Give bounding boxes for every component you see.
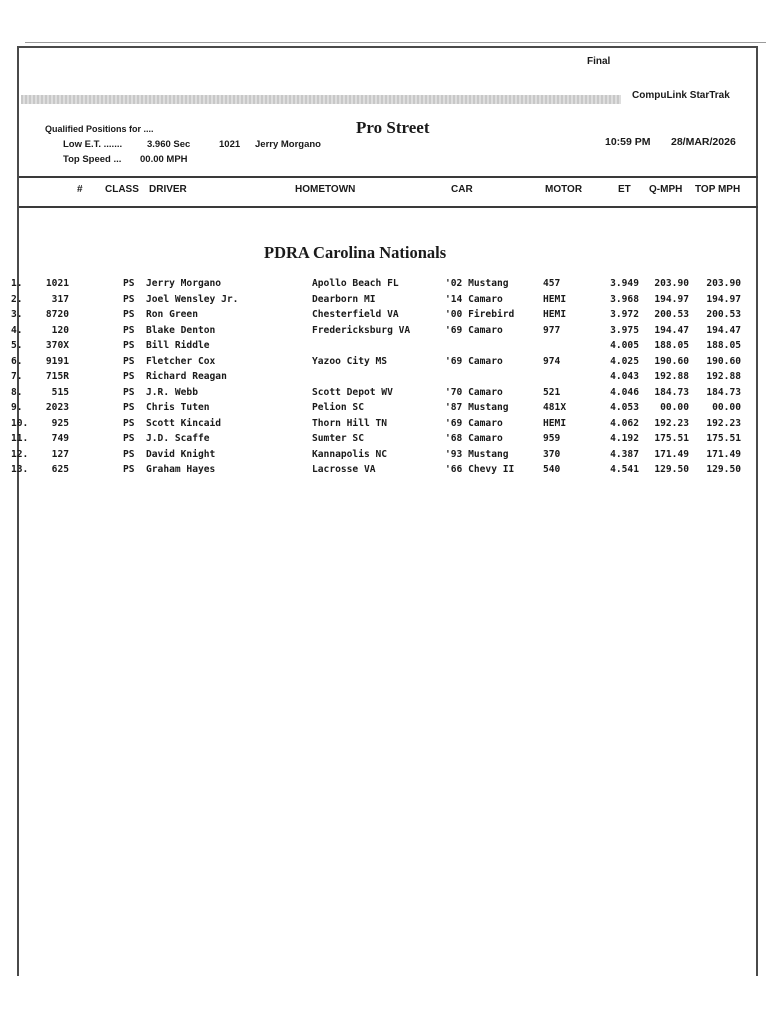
table-row: [11, 355, 760, 372]
cell-hometown: Pelion SC: [312, 402, 364, 413]
cell-num: 127: [51, 448, 69, 460]
col-topmph: TOP MPH: [695, 184, 741, 195]
cell-et: 4.046: [610, 386, 639, 398]
cell-driver: Scott Kincaid: [146, 417, 222, 429]
cell-et: 3.949: [610, 278, 639, 289]
cell-qmph: 171.49: [654, 448, 689, 460]
cell-driver: Bill Riddle: [146, 340, 210, 351]
cell-num: 515: [51, 386, 69, 398]
cell-car: '69 Camaro: [445, 324, 503, 336]
cell-pos: 9.: [11, 402, 23, 413]
cell-car: '14 Camaro: [445, 293, 503, 305]
print-date: 28/MAR/2026: [671, 136, 736, 148]
cell-class: PS: [123, 464, 135, 475]
results-sheet: [11, 46, 758, 976]
low-et-car: 1021: [219, 139, 241, 150]
table-row: [11, 433, 760, 449]
cell-motor: 977: [543, 324, 561, 336]
cell-num: 1021: [45, 278, 69, 289]
cell-driver: Blake Denton: [146, 324, 216, 336]
cell-hometown: Lacrosse VA: [312, 464, 376, 475]
cell-qmph: 00.00: [660, 402, 689, 413]
low-et-label: Low E.T. .......: [63, 139, 123, 150]
cell-driver: J.R. Webb: [146, 386, 198, 398]
cell-et: 3.972: [610, 309, 639, 320]
cell-hometown: Apollo Beach FL: [312, 278, 399, 289]
cell-car: '70 Camaro: [445, 386, 503, 398]
cell-car: '02 Mustang: [445, 278, 509, 289]
table-row: [11, 324, 760, 341]
cell-class: PS: [123, 448, 135, 460]
cell-et: 4.005: [610, 340, 639, 351]
cell-pos: 7.: [11, 371, 23, 382]
top-speed-value: 00.00 MPH: [140, 154, 188, 165]
cell-driver: Richard Reagan: [146, 371, 227, 382]
cell-topmph: 200.53: [706, 309, 741, 320]
cell-topmph: 192.88: [706, 371, 741, 382]
cell-motor: 370: [543, 448, 561, 460]
cell-car: '68 Camaro: [445, 433, 503, 444]
cell-class: PS: [123, 433, 135, 444]
cell-motor: 457: [543, 278, 561, 289]
cell-hometown: Thorn Hill TN: [312, 417, 388, 429]
cell-num: 715R: [45, 371, 69, 382]
cell-num: 749: [51, 433, 69, 444]
cell-num: 2023: [45, 402, 69, 413]
cell-class: PS: [123, 324, 135, 336]
cell-et: 4.387: [610, 448, 639, 460]
cell-motor: HEMI: [543, 309, 567, 320]
cell-hometown: Dearborn MI: [312, 293, 376, 305]
cell-pos: 2.: [11, 293, 23, 305]
cell-driver: J.D. Scaffe: [146, 433, 210, 444]
cell-motor: 481X: [543, 402, 567, 413]
cell-class: PS: [123, 371, 135, 382]
cell-topmph: 171.49: [706, 448, 741, 460]
cell-qmph: 188.05: [654, 340, 689, 351]
cell-num: 8720: [45, 309, 69, 320]
cell-qmph: 184.73: [654, 386, 689, 398]
cell-hometown: Kannapolis NC: [312, 448, 388, 460]
cell-topmph: 175.51: [706, 433, 741, 444]
cell-et: 3.975: [610, 324, 639, 336]
cell-pos: 1.: [11, 278, 23, 289]
table-row: [11, 293, 760, 310]
cell-pos: 8.: [11, 386, 23, 398]
cell-num: 625: [51, 464, 69, 475]
cell-pos: 12.: [11, 448, 29, 460]
cell-class: PS: [123, 417, 135, 429]
cell-qmph: 194.47: [654, 324, 689, 336]
table-row: [11, 417, 760, 434]
cell-et: 4.025: [610, 355, 639, 367]
cell-num: 370X: [45, 340, 69, 351]
cell-qmph: 192.23: [654, 417, 689, 429]
print-time: 10:59 PM: [605, 136, 651, 148]
col-hometown: HOMETOWN: [295, 184, 356, 195]
cell-qmph: 192.88: [654, 371, 689, 382]
cell-pos: 11.: [11, 433, 29, 444]
col-motor: MOTOR: [545, 184, 583, 195]
table-row: [11, 386, 760, 403]
cell-motor: 959: [543, 433, 561, 444]
cell-hometown: Chesterfield VA: [312, 309, 399, 320]
cell-class: PS: [123, 386, 135, 398]
cell-driver: Jerry Morgano: [146, 278, 222, 289]
cell-pos: 4.: [11, 324, 23, 336]
cell-et: 4.062: [610, 417, 639, 429]
cell-num: 925: [51, 417, 69, 429]
cell-hometown: Yazoo City MS: [312, 355, 388, 367]
status-label: Final: [587, 56, 611, 67]
col-et: ET: [618, 184, 631, 195]
cell-pos: 5.: [11, 340, 23, 351]
cell-topmph: 194.47: [706, 324, 741, 336]
cell-topmph: 184.73: [706, 386, 741, 398]
col-driver: DRIVER: [149, 184, 187, 195]
cell-topmph: 129.50: [706, 464, 741, 475]
cell-driver: Chris Tuten: [146, 402, 210, 413]
cell-motor: 540: [543, 464, 561, 475]
cell-qmph: 203.90: [654, 278, 689, 289]
cell-class: PS: [123, 278, 135, 289]
cell-pos: 10.: [11, 417, 29, 429]
qualified-label: Qualified Positions for ....: [45, 124, 154, 134]
col-class: CLASS: [105, 184, 139, 195]
cell-driver: Graham Hayes: [146, 464, 216, 475]
cell-num: 9191: [45, 355, 69, 367]
table-row: [11, 448, 760, 465]
header-bottom-rule: [19, 206, 758, 208]
cell-car: '93 Mustang: [445, 448, 509, 460]
cell-driver: Joel Wensley Jr.: [146, 293, 239, 305]
cell-qmph: 194.97: [654, 293, 689, 305]
cell-et: 4.541: [610, 464, 639, 475]
cell-topmph: 192.23: [706, 417, 741, 429]
cell-driver: Ron Green: [146, 309, 198, 320]
cell-car: '87 Mustang: [445, 402, 509, 413]
cell-topmph: 00.00: [712, 402, 741, 413]
table-row: [11, 371, 760, 387]
table-row: [11, 464, 760, 480]
cell-num: 120: [51, 324, 69, 336]
cell-car: '69 Camaro: [445, 417, 503, 429]
software-label: CompuLink StarTrak: [632, 90, 730, 101]
cell-qmph: 190.60: [654, 355, 689, 367]
cell-hometown: Scott Depot WV: [312, 386, 393, 398]
cell-motor: HEMI: [543, 417, 567, 429]
cell-car: '00 Firebird: [445, 309, 515, 320]
cell-class: PS: [123, 340, 135, 351]
cell-et: 3.968: [610, 293, 639, 305]
cell-topmph: 190.60: [706, 355, 741, 367]
cell-driver: Fletcher Cox: [146, 355, 216, 367]
col-num: #: [77, 184, 83, 195]
cell-pos: 6.: [11, 355, 23, 367]
cell-car: '69 Camaro: [445, 355, 503, 367]
cell-pos: 3.: [11, 309, 23, 320]
cell-motor: 974: [543, 355, 561, 367]
cell-et: 4.053: [610, 402, 639, 413]
cell-qmph: 200.53: [654, 309, 689, 320]
cell-num: 317: [51, 293, 69, 305]
col-car: CAR: [451, 184, 473, 195]
table-row: [11, 340, 760, 356]
shaded-band: [21, 95, 621, 104]
class-title: Pro Street: [356, 118, 430, 137]
cell-et: 4.192: [610, 433, 639, 444]
results-table: [11, 278, 760, 480]
cell-class: PS: [123, 293, 135, 305]
cell-hometown: Fredericksburg VA: [312, 324, 411, 336]
low-et-value: 3.960 Sec: [147, 139, 191, 150]
cell-hometown: Sumter SC: [312, 433, 364, 444]
cell-topmph: 188.05: [706, 340, 741, 351]
cell-car: '66 Chevy II: [445, 464, 515, 475]
cell-topmph: 194.97: [706, 293, 741, 305]
cell-driver: David Knight: [146, 448, 216, 460]
cell-class: PS: [123, 355, 135, 367]
table-row: [11, 278, 760, 294]
col-qmph: Q-MPH: [649, 184, 683, 195]
event-title: PDRA Carolina Nationals: [264, 243, 447, 262]
table-row: [11, 309, 760, 325]
cell-qmph: 175.51: [654, 433, 689, 444]
cell-qmph: 129.50: [654, 464, 689, 475]
low-et-driver: Jerry Morgano: [255, 139, 321, 150]
cell-class: PS: [123, 402, 135, 413]
cell-motor: 521: [543, 386, 561, 398]
table-row: [11, 402, 760, 418]
cell-topmph: 203.90: [706, 278, 741, 289]
top-speed-label: Top Speed ...: [63, 154, 122, 165]
cell-motor: HEMI: [543, 293, 567, 305]
cell-et: 4.043: [610, 371, 639, 382]
cell-pos: 13.: [11, 464, 29, 475]
cell-class: PS: [123, 309, 135, 320]
header-top-rule: [19, 176, 758, 178]
